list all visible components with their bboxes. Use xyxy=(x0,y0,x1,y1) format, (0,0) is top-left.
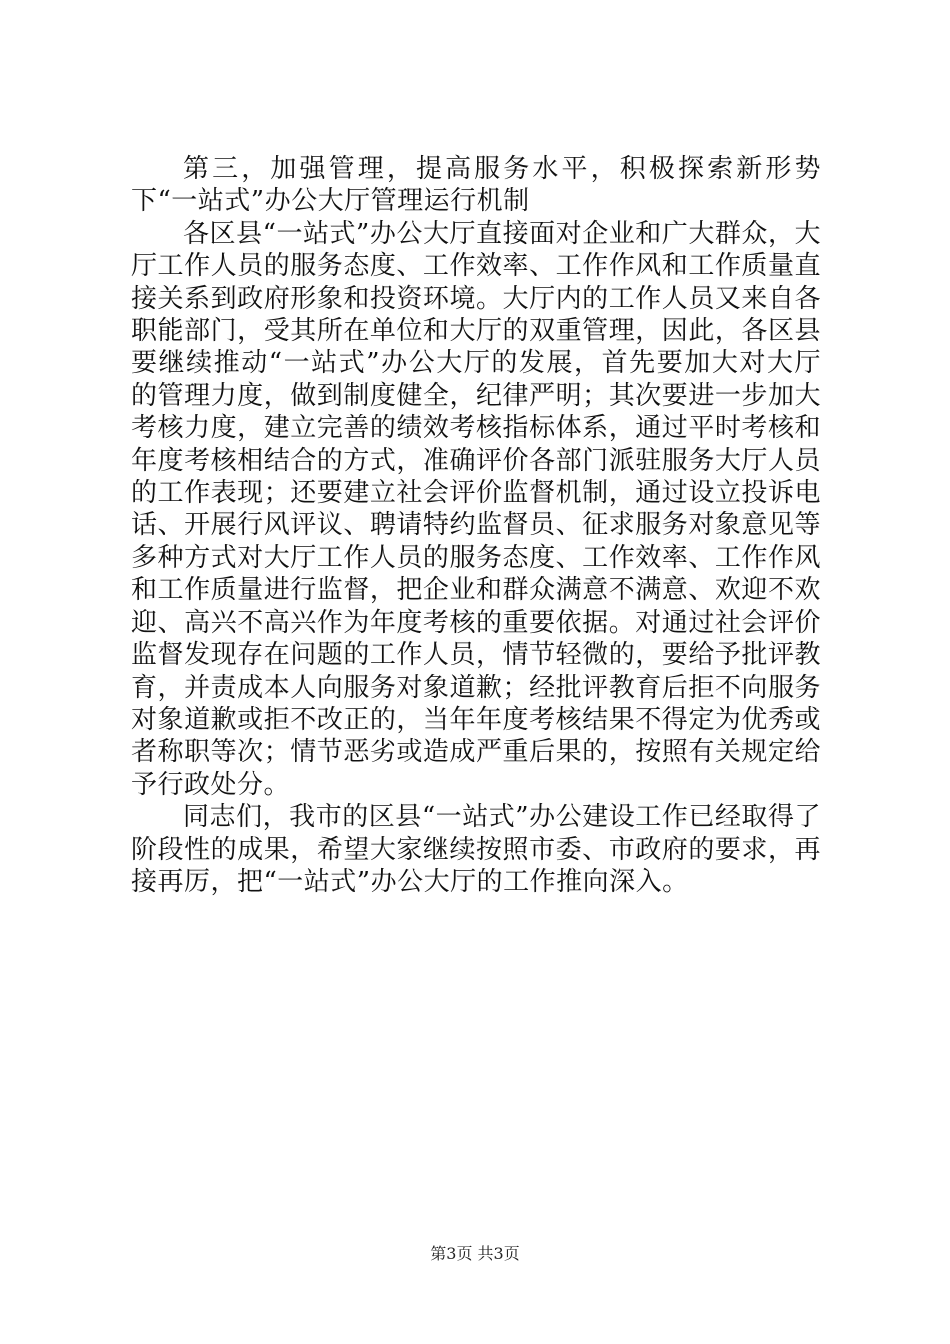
body-paragraph: 各区县“一站式”办公大厅直接面对企业和广大群众，大厅工作人员的服务态度、工作效率、工作作风和工作质量直接关系到政府形象和投资环境。大厅内的工作人员又来自各职能部门，受其所在单位和大厅的双重管理，因此，各区县要继续推动“一站式”办公大厅的发展，首先要加大对大厅的管理力度，做到制度健全，纪律严明；其次要进一步加大考核力度，建立完善的绩效考核指标体系，通过平时考核和年度考核相结合的方式，准确评价各部门派驻服务大厅人员的工作表现；还要建立社会评价监督机制，通过设立投诉电话、开展行风评议、聘请特约监督员、征求服务对象意见等多种方式对大厅工作人员的服务态度、工作效率、工作作风和工作质量进行监督，把企业和群众满意不满意、欢迎不欢迎、高兴不高兴作为年度考核的重要依据。对通过社会评价监督发现存在问题的工作人员，情节轻微的，要给予批评教育，并责成本人向服务对象道歉；经批评教育后拒不向服务对象道歉或拒不改正的，当年年度考核结果不得定为优秀或者称职等次；情节恶劣或造成严重后果的，按照有关规定给予行政处分。 xyxy=(131,218,821,800)
section-heading-paragraph: 第三，加强管理，提高服务水平，积极探索新形势下“一站式”办公大厅管理运行机制 xyxy=(131,154,821,217)
page-number-footer: 第3页 共3页 xyxy=(430,1244,520,1263)
closing-paragraph: 同志们，我市的区县“一站式”办公建设工作已经取得了阶段性的成果，希望大家继续按照市委、市政府的要求，再接再厉，把“一站式”办公大厅的工作推向深入。 xyxy=(131,802,821,897)
document-body xyxy=(131,153,821,898)
